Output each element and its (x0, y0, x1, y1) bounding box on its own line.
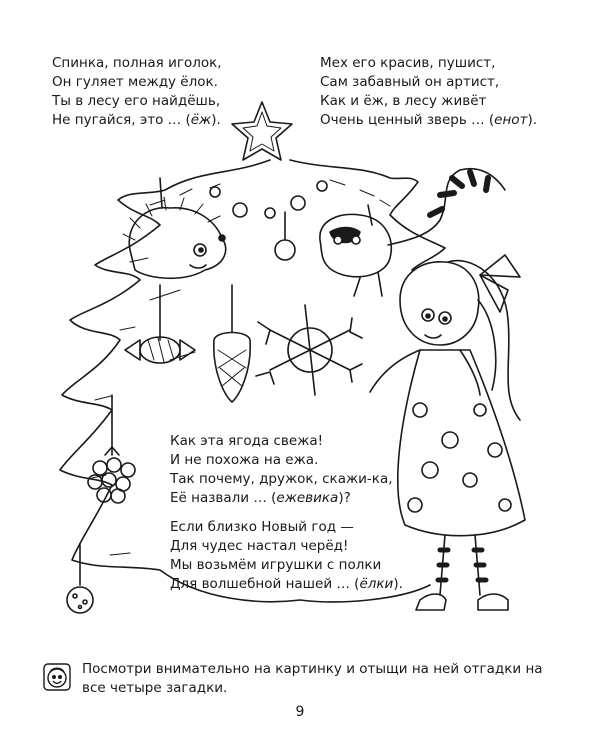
riddle-blackberry (170, 432, 393, 508)
snowflake-ornament (256, 305, 362, 395)
riddle-last-line (170, 489, 393, 508)
riddle-line-suffix: )? (338, 490, 351, 506)
riddle-line: Так почему, дружок, скажи-ка, (170, 471, 393, 487)
riddle-line-prefix: Для волшебной нашей … ( (170, 576, 360, 592)
christmas-tree-right-edge (290, 160, 445, 270)
riddle-raccoon (320, 54, 537, 130)
riddle-line: Если близко Новый год — (170, 519, 354, 535)
riddle-line: Мы возьмём игрушки с полки (170, 557, 382, 573)
star-topper (232, 102, 292, 160)
riddle-answer: ёж (190, 112, 212, 128)
riddle-line: Он гуляет между ёлок. (52, 74, 218, 90)
pinecone-ornament (214, 285, 250, 402)
candy-ornament (125, 285, 195, 363)
riddle-line-prefix: Не пугайся, это … ( (52, 112, 191, 128)
riddle-line-suffix: ). (393, 576, 403, 592)
riddle-line-prefix: Очень ценный зверь … ( (320, 112, 495, 128)
riddle-hedgehog (52, 54, 222, 130)
riddle-line-prefix: Её назвали … ( (170, 490, 277, 506)
riddle-line: Спинка, полная иголок, (52, 55, 222, 71)
riddle-line: И не похожа на ежа. (170, 452, 319, 468)
blackberry-ornament (88, 395, 135, 503)
riddle-line: Мех его красив, пушист, (320, 55, 496, 71)
riddle-line: Как и ёж, в лесу живёт (320, 93, 487, 109)
riddle-last-line (320, 111, 537, 130)
riddle-last-line (170, 575, 403, 594)
riddle-line: Для чудес настал черёд! (170, 538, 349, 554)
riddle-line: Как эта ягода свежа! (170, 433, 324, 449)
riddle-line-suffix: ). (211, 112, 221, 128)
task-instruction (42, 660, 562, 698)
riddle-answer: ежевика (276, 490, 339, 506)
riddle-last-line (52, 111, 222, 130)
riddle-christmas-tree (170, 518, 403, 594)
bead-garland (210, 181, 327, 218)
riddle-line-suffix: ). (527, 112, 537, 128)
instruction-text: Посмотри внимательно на картинку и отыщи на ней отгадки на все четыре загадки. (82, 661, 543, 696)
small-ball-ornament (67, 545, 93, 613)
child-face-icon (42, 662, 72, 692)
riddle-line: Сам забавный он артист, (320, 74, 500, 90)
riddle-line: Ты в лесу его найдёшь, (52, 93, 221, 109)
riddle-answer: енот (494, 112, 528, 128)
star-inner-outline (243, 112, 281, 151)
page-number: 9 (295, 704, 305, 720)
riddle-answer: ёлки (359, 576, 394, 592)
round-bauble (275, 212, 295, 260)
